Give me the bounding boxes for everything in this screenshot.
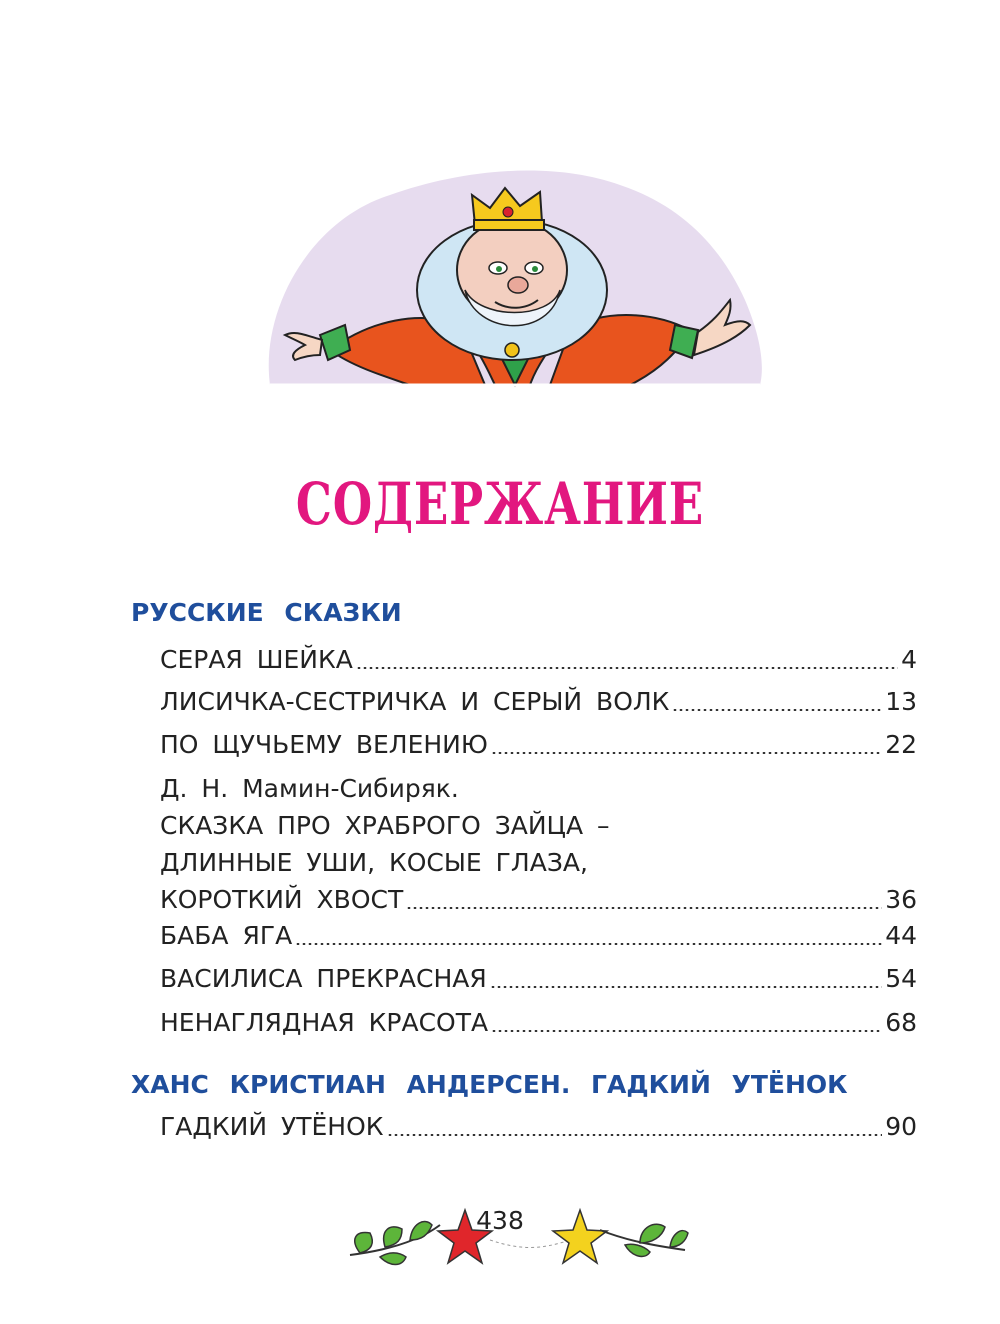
toc-entry[interactable] (160, 1004, 917, 1041)
dot-leader (491, 1030, 882, 1032)
dot-leader (387, 1134, 883, 1136)
page-number: 438 (476, 1206, 524, 1235)
entry-page-number: 68 (885, 1008, 917, 1037)
dot-leader (491, 752, 882, 754)
entry-page-number: 4 (901, 645, 917, 674)
king-illustration (250, 150, 770, 400)
entry-title: ЛИСИЧКА-СЕСТРИЧКА И СЕРЫЙ ВОЛК (160, 687, 670, 716)
entry-title: ГАДКИЙ УТЁНОК (160, 1112, 384, 1141)
dot-leader (490, 986, 882, 988)
toc-entry[interactable] (160, 1108, 917, 1145)
entry-page-number: 22 (885, 730, 917, 759)
entry-title: СЕРАЯ ШЕЙКА (160, 645, 353, 674)
toc-entry[interactable] (160, 641, 917, 678)
toc-entry[interactable] (160, 960, 917, 997)
entry-title: БАБА ЯГА (160, 921, 293, 950)
dot-leader (356, 667, 898, 669)
entry-title: КОРОТКИЙ ХВОСТ (160, 885, 404, 914)
entry-author-line: Д. Н. Мамин-Сибиряк. (160, 774, 459, 803)
dot-leader (672, 709, 882, 711)
entry-page-number: 44 (885, 921, 917, 950)
entry-page-number: 36 (885, 885, 917, 914)
entry-page-number: 13 (885, 687, 917, 716)
entry-title: ВАСИЛИСА ПРЕКРАСНАЯ (160, 964, 487, 993)
toc-entry[interactable] (160, 726, 917, 763)
toc-entry[interactable] (160, 917, 917, 954)
entry-title: НЕНАГЛЯДНАЯ КРАСОТА (160, 1008, 489, 1037)
toc-entry[interactable] (160, 770, 917, 918)
page-title: СОДЕРЖАНИЕ (295, 470, 705, 538)
entry-page-number: 54 (885, 964, 917, 993)
entry-title: ПО ЩУЧЬЕМУ ВЕЛЕНИЮ (160, 730, 488, 759)
entry-page-number: 90 (885, 1112, 917, 1141)
section-heading-andersen: ХАНС КРИСТИАН АНДЕРСЕН. ГАДКИЙ УТЁНОК (131, 1070, 848, 1099)
toc-entry[interactable] (160, 683, 917, 720)
dot-leader (406, 907, 882, 909)
dot-leader (295, 943, 882, 945)
entry-title-line: СКАЗКА ПРО ХРАБРОГО ЗАЙЦА – (160, 811, 610, 840)
entry-title-line: ДЛИННЫЕ УШИ, КОСЫЕ ГЛАЗА, (160, 848, 588, 877)
section-heading-russian-tales: РУССКИЕ СКАЗКИ (131, 598, 402, 627)
